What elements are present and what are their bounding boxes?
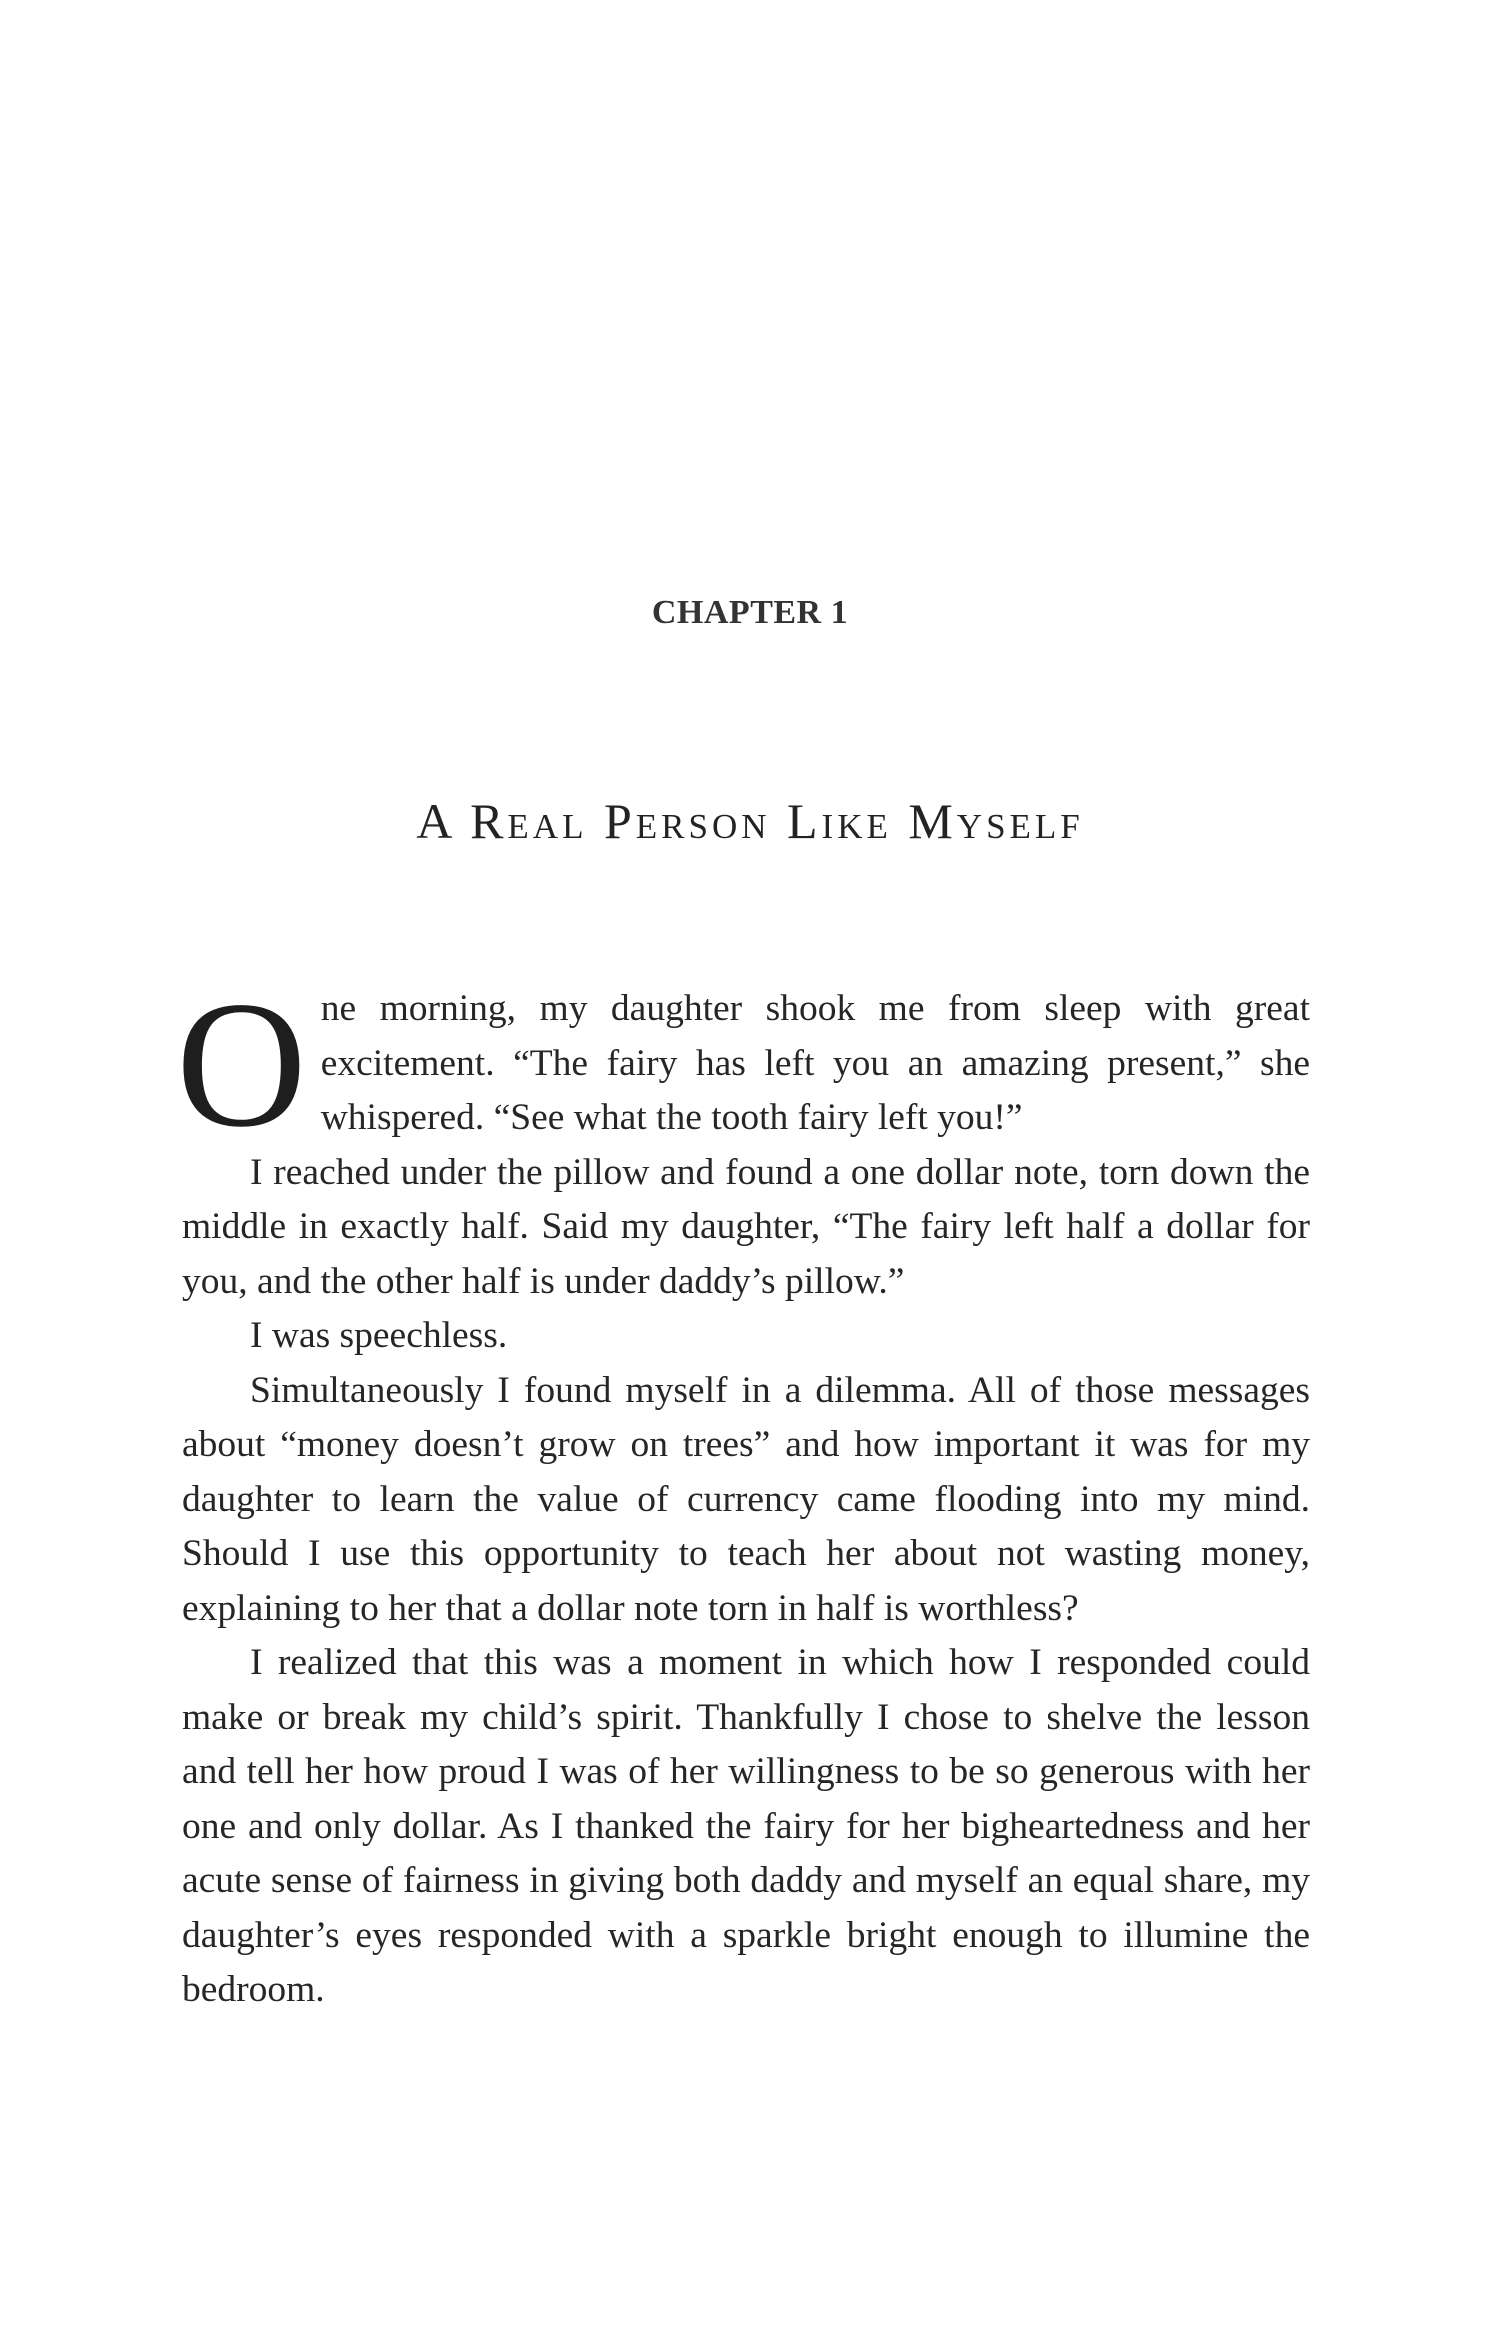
chapter-title: A Real Person Like Myself	[416, 793, 1084, 849]
chapter-label: CHAPTER 1	[651, 594, 849, 631]
paragraph: I reached under the pillow and found a one dollar note, torn down the middle in exactly half. Said my daughter, “The fairy left half a dollar for you, and the other half is under daddy’s pillow.”	[182, 1151, 1310, 1302]
chapter-body	[176, 965, 1310, 2018]
paragraph: I was speechless.	[250, 1315, 508, 1356]
drop-cap: O	[176, 965, 307, 1165]
paragraph: Simultaneously I found myself in a dilemma. All of those messages about “money doesn’t grow on trees” and how important it was for my daughter to learn the value of currency came flooding into my mind. Should I use this opportunity to teach her about not wasting money, explaining to her that a dollar note torn in half is worthless?	[182, 1369, 1310, 1629]
paragraph-opening-text: ne morning, my daughter shook me from sleep with great excitement. “The fairy has left you an amazing present,” she whispered. “See what the tooth fairy left you!”	[320, 988, 1310, 1138]
paragraph: I realized that this was a moment in which how I responded could make or break my child’s spirit. Thankfully I chose to shelve the lesson and tell her how proud I was of her willingness to be so generous with her one and only dollar. As I thanked the fairy for her bigheartedness and her acute sense of fairness in giving both daddy and myself an equal share, my daughter’s eyes responded with a sparkle bright enough to illumine the bedroom.	[182, 1642, 1310, 2010]
paragraph-opening	[176, 965, 1310, 1165]
